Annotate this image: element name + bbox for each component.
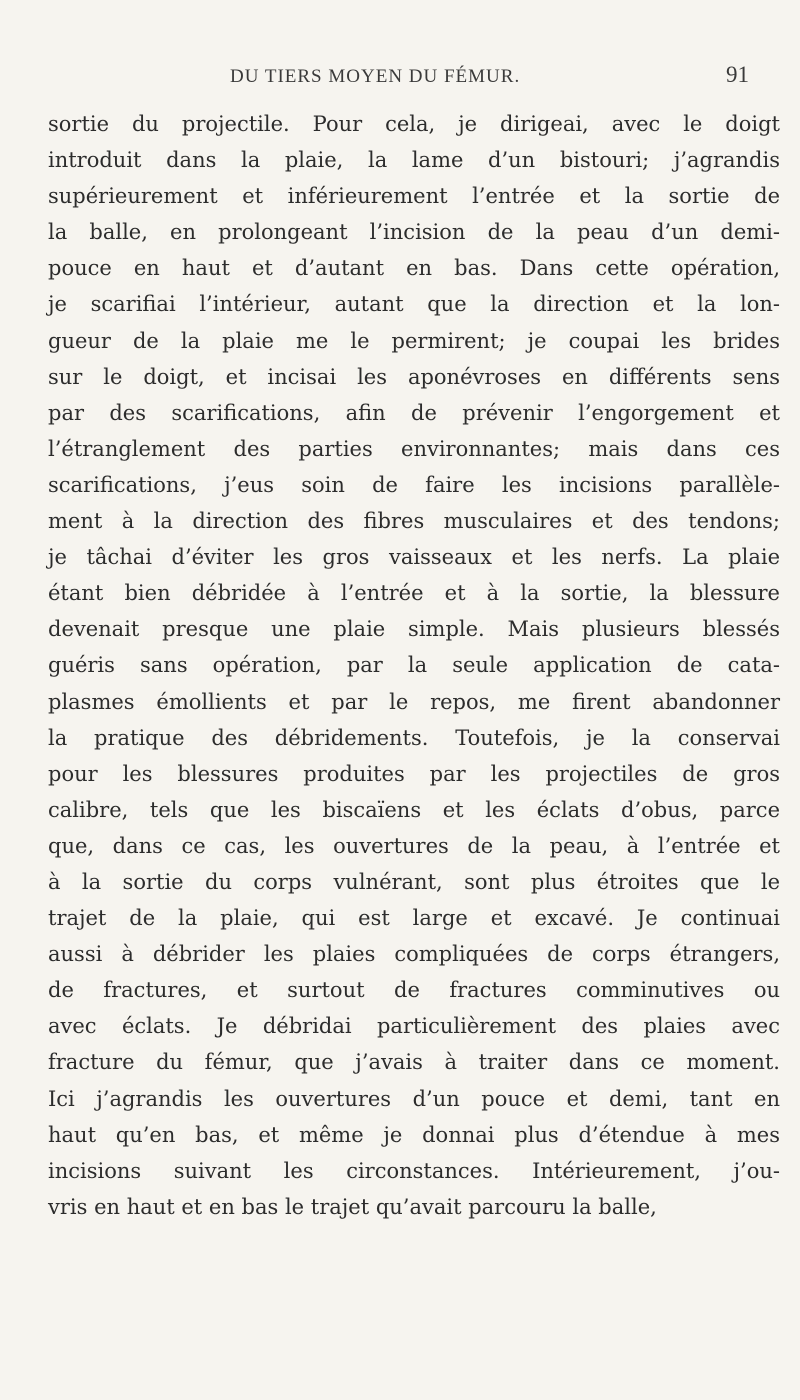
text-line: je tâchai d’éviter les gros vaisseaux et les nerfs. La plaie <box>48 545 780 570</box>
text-line: de fractures, et surtout de fractures comminutives ou <box>48 978 780 1003</box>
text-line: aussi à débrider les plaies compliquées de corps étrangers, <box>48 942 780 967</box>
text-line: guéris sans opération, par la seule application de cata- <box>48 653 780 678</box>
body-text <box>48 106 780 1225</box>
text-line: devenait presque une plaie simple. Mais plusieurs blessés <box>48 617 780 642</box>
text-line: la pratique des débridements. Toutefois, je la conservai <box>48 725 780 750</box>
text-line: sur le doigt, et incisai les aponévroses en différents sens <box>48 364 780 389</box>
text-line: sortie du projectile. Pour cela, je dirigeai, avec le doigt <box>48 112 780 136</box>
text-line: pour les blessures produites par les projectiles de gros <box>48 761 780 786</box>
text-line: l’étranglement des parties environnantes; mais dans ces <box>48 436 780 461</box>
text-line: étant bien débridée à l’entrée et à la sortie, la blessure <box>48 581 780 606</box>
text-line: incisions suivant les circonstances. Intérieurement, j’ou- <box>48 1158 780 1183</box>
text-line: je scarifiai l’intérieur, autant que la direction et la lon- <box>48 292 780 317</box>
text-line: ment à la direction des fibres musculaires et des tendons; <box>48 509 780 534</box>
text-line: plasmes émollients et par le repos, me firent abandonner <box>48 689 780 714</box>
text-line: à la sortie du corps vulnérant, sont plus étroites que le <box>48 869 780 894</box>
text-line: la balle, en prolongeant l’incision de la peau d’un demi- <box>48 220 780 245</box>
text-line: calibre, tels que les biscaïens et les éclats d’obus, parce <box>48 797 780 822</box>
text-line: Ici j’agrandis les ouvertures d’un pouce et demi, tant en <box>48 1086 780 1111</box>
text-line: vris en haut et en bas le trajet qu’avait parcouru la balle, <box>48 1194 657 1219</box>
text-line: que, dans ce cas, les ouvertures de la peau, à l’entrée et <box>48 833 780 858</box>
page-number: 91 <box>726 62 749 87</box>
text-line: avec éclats. Je débridai particulièrement des plaies avec <box>48 1014 780 1039</box>
text-line: par des scarifications, afin de prévenir l’engorgement et <box>48 400 780 425</box>
text-line: scarifications, j’eus soin de faire les incisions parallèle- <box>48 472 780 497</box>
text-line: trajet de la plaie, qui est large et excavé. Je continuai <box>48 906 780 931</box>
text-line: supérieurement et inférieurement l’entrée et la sortie de <box>48 184 780 209</box>
text-line: introduit dans la plaie, la lame d’un bistouri; j’agrandis <box>48 148 780 173</box>
running-head: DU TIERS MOYEN DU FÉMUR. <box>230 66 521 87</box>
text-line: fracture du fémur, que j’avais à traiter dans ce moment. <box>48 1050 780 1075</box>
text-line: gueur de la plaie me le permirent; je coupai les brides <box>48 328 780 353</box>
text-line: haut qu’en bas, et même je donnai plus d’étendue à mes <box>48 1122 780 1147</box>
text-line: pouce en haut et d’autant en bas. Dans cette opération, <box>48 256 780 281</box>
